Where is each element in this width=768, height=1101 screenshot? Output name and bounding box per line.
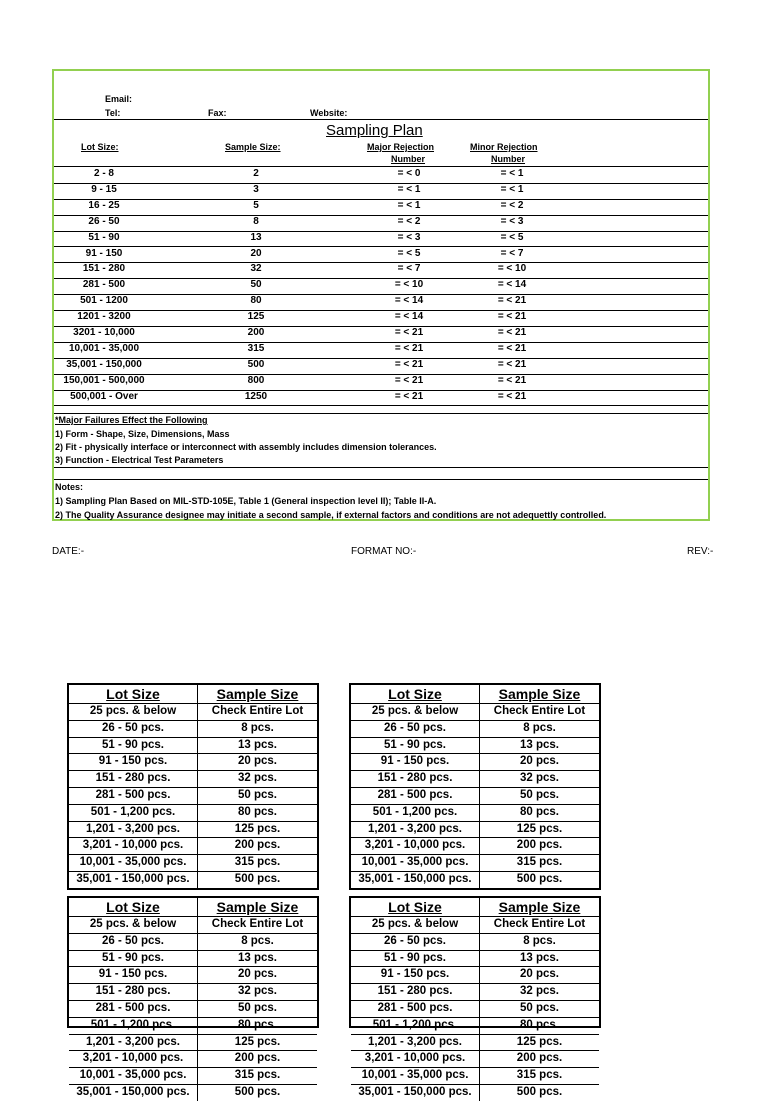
lot-size-cell: 3,201 - 10,000 pcs.	[69, 838, 198, 854]
table-row	[351, 855, 599, 872]
plan-row	[54, 326, 708, 343]
sample-size-cell: 80 pcs.	[238, 1018, 277, 1031]
website-label: Website:	[310, 108, 348, 118]
lot-size-cell: 35,001 - 150,000 pcs.	[69, 1085, 198, 1101]
major-rejection-cell: = < 21	[394, 390, 424, 402]
failure-item: 3) Function - Electrical Test Parameters	[55, 455, 224, 465]
lot-size-table	[67, 683, 319, 890]
major-rejection-cell: = < 2	[397, 215, 421, 227]
sample-size-cell: 315 pcs.	[234, 856, 281, 869]
sample-size-cell: 13	[250, 231, 262, 243]
lot-size-cell: 1,201 - 3,200 pcs.	[351, 1035, 480, 1051]
sample-size-cell: 13 pcs.	[238, 951, 277, 964]
sample-size-cell: 8 pcs.	[241, 721, 274, 734]
minor-rejection-cell: = < 2	[500, 199, 524, 211]
table-row	[69, 822, 317, 839]
sample-size-cell: 3	[253, 183, 259, 195]
table-row	[69, 1035, 317, 1052]
lot-size-cell: 1,201 - 3,200 pcs.	[351, 822, 480, 838]
sample-size-cell: 20 pcs.	[238, 755, 277, 768]
sample-size-cell: 8 pcs.	[241, 934, 274, 947]
lot-size-cell: 150,001 - 500,000	[63, 374, 145, 386]
minor-rejection-cell: = < 21	[497, 327, 527, 338]
table-row	[351, 822, 599, 839]
table-row	[69, 704, 317, 721]
lot-size-cell: 151 - 280 pcs.	[351, 771, 480, 787]
minor-rejection-cell: = < 21	[497, 358, 527, 370]
sample-size-cell: 80 pcs.	[520, 805, 559, 818]
table-row	[351, 704, 599, 721]
lot-size-cell: 10,001 - 35,000 pcs.	[351, 1068, 480, 1084]
sample-size-cell: 8 pcs.	[523, 721, 556, 734]
major-rejection-cell: = < 21	[394, 342, 424, 354]
lot-size-cell: 26 - 50	[88, 215, 120, 227]
lot-size-cell: 501 - 1,200 pcs.	[69, 1018, 198, 1034]
sample-size-cell: 20 pcs.	[520, 755, 559, 768]
major-rejection-cell: = < 1	[397, 183, 421, 195]
header-lot-size: Lot Size	[351, 685, 480, 703]
lot-size-cell: 3,201 - 10,000 pcs.	[351, 1051, 480, 1067]
lot-size-cell: 25 pcs. & below	[351, 704, 480, 720]
sample-size-cell: 80	[250, 295, 262, 307]
sample-size-cell: 13 pcs.	[238, 738, 277, 751]
sample-size-cell: 20 pcs.	[238, 968, 277, 981]
footer-format-no: FORMAT NO:-	[351, 546, 417, 557]
sample-size-cell: 315 pcs.	[516, 1069, 563, 1082]
sample-size-cell: 13 pcs.	[520, 951, 559, 964]
table-row	[351, 771, 599, 788]
header-sample-size: Sample Size:	[225, 142, 281, 152]
lot-size-table	[67, 896, 319, 1098]
lot-size-cell: 51 - 90 pcs.	[351, 738, 480, 754]
sample-size-cell: 50 pcs.	[520, 788, 559, 801]
header-lot-size: Lot Size	[69, 898, 198, 916]
table-row	[351, 1068, 599, 1085]
table-row	[69, 738, 317, 755]
table-row	[351, 788, 599, 805]
lot-size-cell: 26 - 50 pcs.	[69, 934, 198, 950]
sampling-plan-table	[54, 167, 708, 407]
minor-rejection-cell: = < 21	[497, 295, 527, 307]
sample-size-cell: 80 pcs.	[520, 1018, 559, 1031]
plan-row	[54, 183, 708, 200]
table-row	[69, 788, 317, 805]
major-rejection-cell: = < 14	[394, 311, 424, 323]
sample-size-cell: 32 pcs.	[238, 985, 277, 998]
lot-size-cell: 151 - 280 pcs.	[351, 984, 480, 1000]
table-row	[351, 934, 599, 951]
sample-size-cell: 200 pcs.	[516, 1052, 563, 1065]
sample-size-cell: 20	[250, 247, 262, 259]
sample-size-cell: 32 pcs.	[238, 772, 277, 785]
table-row	[69, 771, 317, 788]
table-row	[69, 917, 317, 934]
sample-size-cell: 5	[253, 199, 259, 211]
lot-size-cell: 91 - 150 pcs.	[351, 967, 480, 983]
lot-size-cell: 91 - 150 pcs.	[69, 967, 198, 983]
divider	[54, 413, 708, 414]
header-sample-size: Sample Size	[498, 686, 581, 702]
plan-row	[54, 247, 708, 264]
lot-size-cell: 2 - 8	[93, 168, 114, 179]
sample-size-cell: Check Entire Lot	[211, 705, 304, 717]
sample-size-cell: 1250	[244, 390, 268, 402]
major-rejection-cell: = < 21	[394, 327, 424, 338]
header-sample-size: Sample Size	[216, 899, 299, 915]
lot-size-cell: 281 - 500 pcs.	[69, 1001, 198, 1017]
lot-size-cell: 35,001 - 150,000 pcs.	[351, 1085, 480, 1101]
lot-size-cell: 26 - 50 pcs.	[351, 934, 480, 950]
lot-size-cell: 10,001 - 35,000	[68, 342, 140, 354]
header-major-rejection: Major Rejection	[367, 142, 435, 152]
lot-size-cell: 1,201 - 3,200 pcs.	[69, 1035, 198, 1051]
sample-size-cell: Check Entire Lot	[211, 918, 304, 930]
plan-row	[54, 199, 708, 216]
failures-heading: *Major Failures Effect the Following	[55, 415, 208, 425]
plan-row	[54, 231, 708, 248]
major-rejection-cell: = < 21	[394, 374, 424, 386]
table-row	[69, 872, 317, 888]
minor-rejection-cell: = < 1	[500, 168, 524, 179]
lot-size-cell: 281 - 500 pcs.	[69, 788, 198, 804]
lot-size-cell: 91 - 150 pcs.	[69, 754, 198, 770]
table-row	[69, 855, 317, 872]
lot-size-cell: 151 - 280	[82, 263, 126, 275]
sample-size-cell: 315 pcs.	[234, 1069, 281, 1082]
divider	[54, 119, 708, 120]
table-row	[351, 872, 599, 888]
sample-size-cell: 125 pcs.	[516, 822, 563, 835]
header-lot-size: Lot Size	[351, 898, 480, 916]
lot-size-cell: 1,201 - 3,200 pcs.	[69, 822, 198, 838]
notes-heading: Notes:	[55, 482, 84, 492]
lot-size-cell: 25 pcs. & below	[351, 917, 480, 933]
table-row	[351, 738, 599, 755]
lot-size-cell: 91 - 150 pcs.	[351, 754, 480, 770]
lot-size-cell: 500,001 - Over	[70, 390, 138, 402]
plan-row	[54, 167, 708, 184]
major-rejection-cell: = < 10	[394, 279, 424, 291]
table-row	[69, 1085, 317, 1101]
lot-size-cell: 501 - 1,200 pcs.	[351, 805, 480, 821]
major-rejection-cell: = < 7	[397, 263, 421, 275]
header-lot-size: Lot Size:	[81, 142, 119, 152]
sample-size-cell: 32 pcs.	[520, 772, 559, 785]
lot-size-cell: 501 - 1,200 pcs.	[351, 1018, 480, 1034]
failure-item: 1) Form - Shape, Size, Dimensions, Mass	[55, 429, 230, 439]
sample-size-cell: 32 pcs.	[520, 985, 559, 998]
header-lot-size: Lot Size	[69, 685, 198, 703]
sampling-plan-frame	[52, 69, 710, 521]
minor-rejection-cell: = < 10	[497, 263, 527, 275]
major-rejection-cell: = < 5	[397, 247, 421, 259]
sample-size-cell: 8 pcs.	[523, 934, 556, 947]
lot-size-cell: 10,001 - 35,000 pcs.	[351, 855, 480, 871]
table-row	[69, 721, 317, 738]
sample-size-cell: 125 pcs.	[234, 1035, 281, 1048]
plan-row	[54, 342, 708, 359]
minor-rejection-cell: = < 7	[500, 247, 524, 259]
sample-size-cell: 500	[247, 358, 265, 370]
sample-size-cell: 50 pcs.	[238, 1001, 277, 1014]
sample-size-cell: 50 pcs.	[520, 1001, 559, 1014]
sample-size-cell: 125 pcs.	[516, 1035, 563, 1048]
sample-size-cell: Check Entire Lot	[493, 918, 586, 930]
page-title: Sampling Plan	[326, 122, 423, 139]
lot-size-cell: 9 - 15	[91, 183, 117, 195]
lot-size-cell: 26 - 50 pcs.	[69, 721, 198, 737]
table-row	[351, 1035, 599, 1052]
sample-size-cell: 50	[250, 279, 262, 291]
lot-size-cell: 10,001 - 35,000 pcs.	[69, 1068, 198, 1084]
table-row	[69, 984, 317, 1001]
lot-size-cell: 25 pcs. & below	[69, 704, 198, 720]
plan-row	[54, 294, 708, 311]
sample-size-cell: 125 pcs.	[234, 822, 281, 835]
table-header	[351, 898, 599, 917]
plan-row	[54, 262, 708, 279]
lot-size-table	[349, 683, 601, 890]
table-row	[69, 805, 317, 822]
minor-rejection-cell: = < 14	[497, 279, 527, 291]
header-minor-rejection-line2: Number	[491, 154, 526, 164]
plan-row	[54, 358, 708, 375]
lot-size-cell: 26 - 50 pcs.	[351, 721, 480, 737]
lot-size-cell: 281 - 500 pcs.	[351, 1001, 480, 1017]
note-item: 1) Sampling Plan Based on MIL-STD-105E, Table 1 (General inspection level II); Table II-A.	[55, 496, 437, 506]
table-row	[351, 1085, 599, 1101]
minor-rejection-cell: = < 21	[497, 311, 527, 323]
lot-size-cell: 51 - 90	[88, 231, 120, 243]
table-row	[69, 1018, 317, 1035]
lot-size-cell: 151 - 280 pcs.	[69, 771, 198, 787]
sample-size-cell: 8	[253, 215, 259, 227]
minor-rejection-cell: = < 1	[500, 183, 524, 195]
table-row	[351, 805, 599, 822]
table-row	[69, 934, 317, 951]
table-row	[69, 1051, 317, 1068]
header-sample-size: Sample Size	[498, 899, 581, 915]
sample-size-cell: 315	[247, 342, 265, 354]
table-row	[351, 951, 599, 968]
table-row	[69, 754, 317, 771]
table-row	[69, 1001, 317, 1018]
sample-size-cell: 200	[247, 327, 265, 338]
table-row	[351, 721, 599, 738]
note-item: 2) The Quality Assurance designee may initiate a second sample, if external factors and conditions are not adequettly controlled.	[55, 510, 607, 520]
table-row	[351, 1001, 599, 1018]
table-row	[351, 967, 599, 984]
lot-size-cell: 91 - 150	[85, 247, 123, 259]
lot-size-cell: 35,001 - 150,000 pcs.	[69, 872, 198, 888]
plan-row	[54, 374, 708, 391]
lot-size-cell: 25 pcs. & below	[69, 917, 198, 933]
lot-size-cell: 151 - 280 pcs.	[69, 984, 198, 1000]
fax-label: Fax:	[208, 108, 227, 118]
divider	[54, 479, 708, 480]
sample-size-cell: 80 pcs.	[238, 805, 277, 818]
sample-size-cell: 500 pcs.	[516, 872, 563, 885]
sample-size-cell: 20 pcs.	[520, 968, 559, 981]
lot-size-cell: 35,001 - 150,000 pcs.	[351, 872, 480, 888]
failure-item: 2) Fit - physically interface or interconnect with assembly includes dimension tolerances.	[55, 442, 437, 452]
sample-size-cell: 200 pcs.	[234, 1052, 281, 1065]
table-row	[69, 951, 317, 968]
minor-rejection-cell: = < 21	[497, 390, 527, 402]
table-row	[351, 754, 599, 771]
table-header	[69, 685, 317, 704]
lot-size-cell: 10,001 - 35,000 pcs.	[69, 855, 198, 871]
lot-size-cell: 51 - 90 pcs.	[69, 951, 198, 967]
lot-size-cell: 16 - 25	[88, 199, 120, 211]
sample-size-cell: 500 pcs.	[516, 1085, 563, 1098]
sample-size-cell: 125	[247, 311, 265, 323]
lot-size-cell: 51 - 90 pcs.	[69, 738, 198, 754]
lot-size-cell: 3,201 - 10,000 pcs.	[69, 1051, 198, 1067]
sample-size-cell: 500 pcs.	[234, 1085, 281, 1098]
table-row	[351, 1018, 599, 1035]
major-rejection-cell: = < 1	[397, 199, 421, 211]
sample-size-cell: 200 pcs.	[234, 839, 281, 852]
table-header	[351, 685, 599, 704]
header-major-rejection-line2: Number	[391, 154, 426, 164]
plan-row	[54, 215, 708, 232]
lot-size-cell: 281 - 500 pcs.	[351, 788, 480, 804]
divider	[54, 467, 708, 468]
table-row	[69, 1068, 317, 1085]
lot-size-cell: 3,201 - 10,000 pcs.	[351, 838, 480, 854]
sample-size-cell: 50 pcs.	[238, 788, 277, 801]
lot-size-cell: 501 - 1,200 pcs.	[69, 805, 198, 821]
lot-size-cell: 3201 - 10,000	[73, 327, 135, 338]
lot-size-cell: 1201 - 3200	[77, 311, 131, 323]
sample-size-cell: Check Entire Lot	[493, 705, 586, 717]
sample-size-cell: 800	[247, 374, 265, 386]
table-header	[69, 898, 317, 917]
major-rejection-cell: = < 3	[397, 231, 421, 243]
lot-size-cell: 501 - 1200	[80, 295, 128, 307]
minor-rejection-cell: = < 5	[500, 231, 524, 243]
sample-size-cell: 2	[253, 168, 259, 179]
minor-rejection-cell: = < 21	[497, 374, 527, 386]
plan-row	[54, 310, 708, 327]
table-row	[351, 984, 599, 1001]
table-row	[69, 967, 317, 984]
footer-date: DATE:-	[52, 546, 85, 557]
table-row	[351, 917, 599, 934]
lot-size-cell: 51 - 90 pcs.	[351, 951, 480, 967]
sample-size-cell: 32	[250, 263, 262, 275]
lot-size-table	[349, 896, 601, 1098]
sample-size-cell: 13 pcs.	[520, 738, 559, 751]
header-sample-size: Sample Size	[216, 686, 299, 702]
minor-rejection-cell: = < 3	[500, 215, 524, 227]
major-rejection-cell: = < 21	[394, 358, 424, 370]
lot-size-cell: 35,001 - 150,000	[66, 358, 142, 370]
sample-size-cell: 315 pcs.	[516, 856, 563, 869]
plan-row	[54, 278, 708, 295]
major-rejection-cell: = < 14	[394, 295, 424, 307]
minor-rejection-cell: = < 21	[497, 342, 527, 354]
table-row	[69, 838, 317, 855]
header-minor-rejection: Minor Rejection	[470, 142, 538, 152]
major-rejection-cell: = < 0	[397, 168, 421, 179]
table-row	[351, 1051, 599, 1068]
plan-row	[54, 390, 708, 407]
sample-size-cell: 500 pcs.	[234, 872, 281, 885]
table-row	[351, 838, 599, 855]
sample-size-cell: 200 pcs.	[516, 839, 563, 852]
lot-size-cell: 281 - 500	[82, 279, 126, 291]
email-label: Email:	[105, 94, 133, 104]
footer-rev: REV:-	[687, 546, 714, 557]
tel-label: Tel:	[105, 108, 121, 118]
